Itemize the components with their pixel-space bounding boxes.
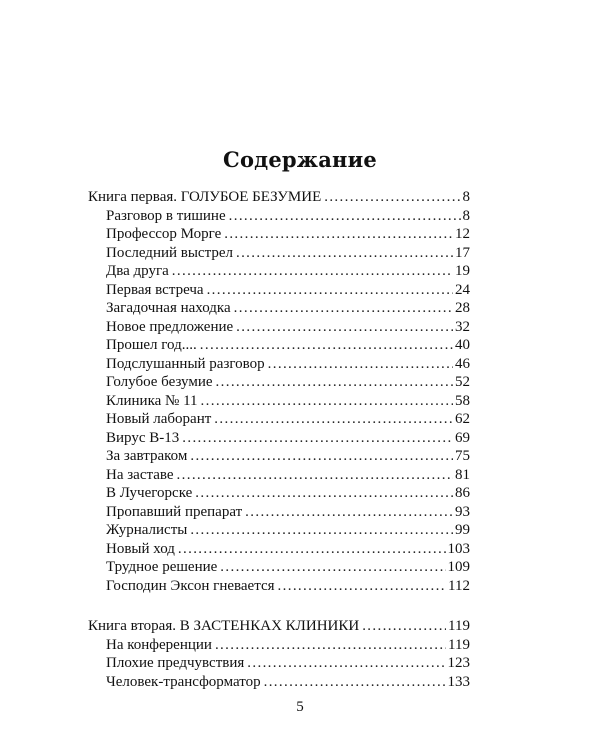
toc-entry-title: Книга вторая. В ЗАСТЕНКАХ КЛИНИКИ xyxy=(88,618,360,634)
toc-chapter-entry xyxy=(88,540,470,559)
dot-leader xyxy=(234,299,453,318)
toc-entry-title: На конференции xyxy=(106,636,212,653)
toc-page-number: 62 xyxy=(455,411,470,427)
toc-entry-title: Клиника № 11 xyxy=(106,392,198,409)
dot-leader xyxy=(220,558,445,577)
dot-leader xyxy=(229,207,461,226)
toc-entry-title: Два друга xyxy=(106,263,169,279)
toc-entry-title: Новое предложение xyxy=(106,318,234,335)
toc-chapter-entry xyxy=(88,262,470,281)
dot-leader xyxy=(245,503,453,522)
toc-entry-title: Вирус В-13 xyxy=(106,429,180,446)
dot-leader xyxy=(172,262,453,281)
toc-entry-title: Плохие предчувствия xyxy=(106,655,245,671)
dot-leader xyxy=(247,654,445,673)
toc-page-number: 40 xyxy=(455,337,470,353)
toc-entry-title: Новый лаборант xyxy=(106,411,212,427)
toc-entry-title: На заставе xyxy=(106,466,174,483)
toc-entry-title: Журналисты xyxy=(106,522,188,538)
toc-page-number: 17 xyxy=(455,244,470,261)
toc-chapter-entry xyxy=(88,225,470,244)
dot-leader xyxy=(214,410,453,429)
dot-leader xyxy=(278,577,447,596)
toc-page-number: 46 xyxy=(455,355,470,372)
toc-page-number: 112 xyxy=(448,577,470,594)
toc-page-number: 119 xyxy=(448,636,470,653)
toc-chapter-entry xyxy=(88,355,470,374)
toc-chapter-entry xyxy=(88,299,470,318)
toc-entry-title: Разговор в тишине xyxy=(106,207,226,224)
toc-page-number: 12 xyxy=(455,226,470,242)
toc-page-number: 75 xyxy=(455,448,470,464)
toc-entry-title: В Лучегорске xyxy=(106,485,193,501)
dot-leader xyxy=(207,281,453,300)
dot-leader xyxy=(236,244,453,263)
toc-section xyxy=(88,617,470,691)
toc-entry-title: Трудное решение xyxy=(106,559,218,575)
toc-page-number: 123 xyxy=(447,655,470,671)
toc-page-number: 103 xyxy=(447,540,470,557)
dot-leader xyxy=(190,447,453,466)
toc-page-number: 86 xyxy=(455,485,470,501)
toc-entry-title: Голубое безумие xyxy=(106,374,213,390)
toc-chapter-entry xyxy=(88,281,470,300)
toc-page-number: 8 xyxy=(462,207,470,224)
dot-leader xyxy=(324,188,460,207)
dot-leader xyxy=(216,373,453,392)
toc-entry-title: Последний выстрел xyxy=(106,244,233,261)
toc-chapter-entry xyxy=(88,558,470,577)
toc-page-number: 133 xyxy=(447,673,470,690)
toc-chapter-entry xyxy=(88,318,470,337)
toc-entry-title: Человек-трансформатор xyxy=(106,673,261,690)
toc-book-heading xyxy=(88,617,470,636)
dot-leader xyxy=(200,336,453,355)
toc-chapter-entry xyxy=(88,466,470,485)
toc-chapter-entry xyxy=(88,373,470,392)
toc-page-number: 99 xyxy=(455,522,470,538)
dot-leader xyxy=(224,225,453,244)
toc-section xyxy=(88,188,470,595)
toc-page-number: 81 xyxy=(455,466,470,483)
dot-leader xyxy=(190,521,453,540)
dot-leader xyxy=(182,429,453,448)
page-title: Содержание xyxy=(223,147,377,172)
toc-page-number: 52 xyxy=(455,374,470,390)
toc-entry-title: Первая встреча xyxy=(106,281,204,298)
toc-chapter-entry xyxy=(88,410,470,429)
toc-page-number: 58 xyxy=(455,392,470,409)
toc-chapter-entry xyxy=(88,521,470,540)
toc-entry-title: Книга первая. ГОЛУБОЕ БЕЗУМИЕ xyxy=(88,189,322,205)
page-number: 5 xyxy=(296,699,304,715)
toc-entry-title: За завтраком xyxy=(106,448,188,464)
toc-chapter-entry xyxy=(88,244,470,263)
dot-leader xyxy=(201,392,453,411)
toc-page-number: 19 xyxy=(455,263,470,279)
toc-chapter-entry xyxy=(88,336,470,355)
dot-leader xyxy=(195,484,453,503)
toc-page-number: 8 xyxy=(462,189,470,205)
dot-leader xyxy=(215,636,446,655)
toc-entry-title: Загадочная находка xyxy=(106,300,231,316)
toc-entry-title: Прошел год.... xyxy=(106,337,197,353)
dot-leader xyxy=(177,466,453,485)
toc-chapter-entry xyxy=(88,577,470,596)
toc-chapter-entry xyxy=(88,447,470,466)
toc-chapter-entry xyxy=(88,392,470,411)
dot-leader xyxy=(268,355,453,374)
dot-leader xyxy=(362,617,446,636)
toc-page-number: 32 xyxy=(455,318,470,335)
toc-page-number: 93 xyxy=(455,503,470,520)
dot-leader xyxy=(178,540,446,559)
toc-entry-title: Новый ход xyxy=(106,540,175,557)
dot-leader xyxy=(236,318,453,337)
toc-page-number: 119 xyxy=(448,618,470,634)
toc-entry-title: Господин Эксон гневается xyxy=(106,577,275,594)
toc-entry-title: Подслушанный разговор xyxy=(106,355,265,372)
toc-entry-title: Пропавший препарат xyxy=(106,503,243,520)
toc-page-number: 24 xyxy=(455,281,470,298)
dot-leader xyxy=(264,673,446,692)
toc-chapter-entry xyxy=(88,207,470,226)
toc-chapter-entry xyxy=(88,654,470,673)
toc-page-number: 109 xyxy=(447,559,470,575)
toc-page-number: 28 xyxy=(455,300,470,316)
toc-chapter-entry xyxy=(88,636,470,655)
toc-entry-title: Профессор Морге xyxy=(106,226,222,242)
toc-chapter-entry xyxy=(88,429,470,448)
toc-page-number: 69 xyxy=(455,429,470,446)
toc-chapter-entry xyxy=(88,484,470,503)
toc-chapter-entry xyxy=(88,673,470,692)
toc-book-heading xyxy=(88,188,470,207)
toc-chapter-entry xyxy=(88,503,470,522)
table-of-contents xyxy=(88,188,470,691)
